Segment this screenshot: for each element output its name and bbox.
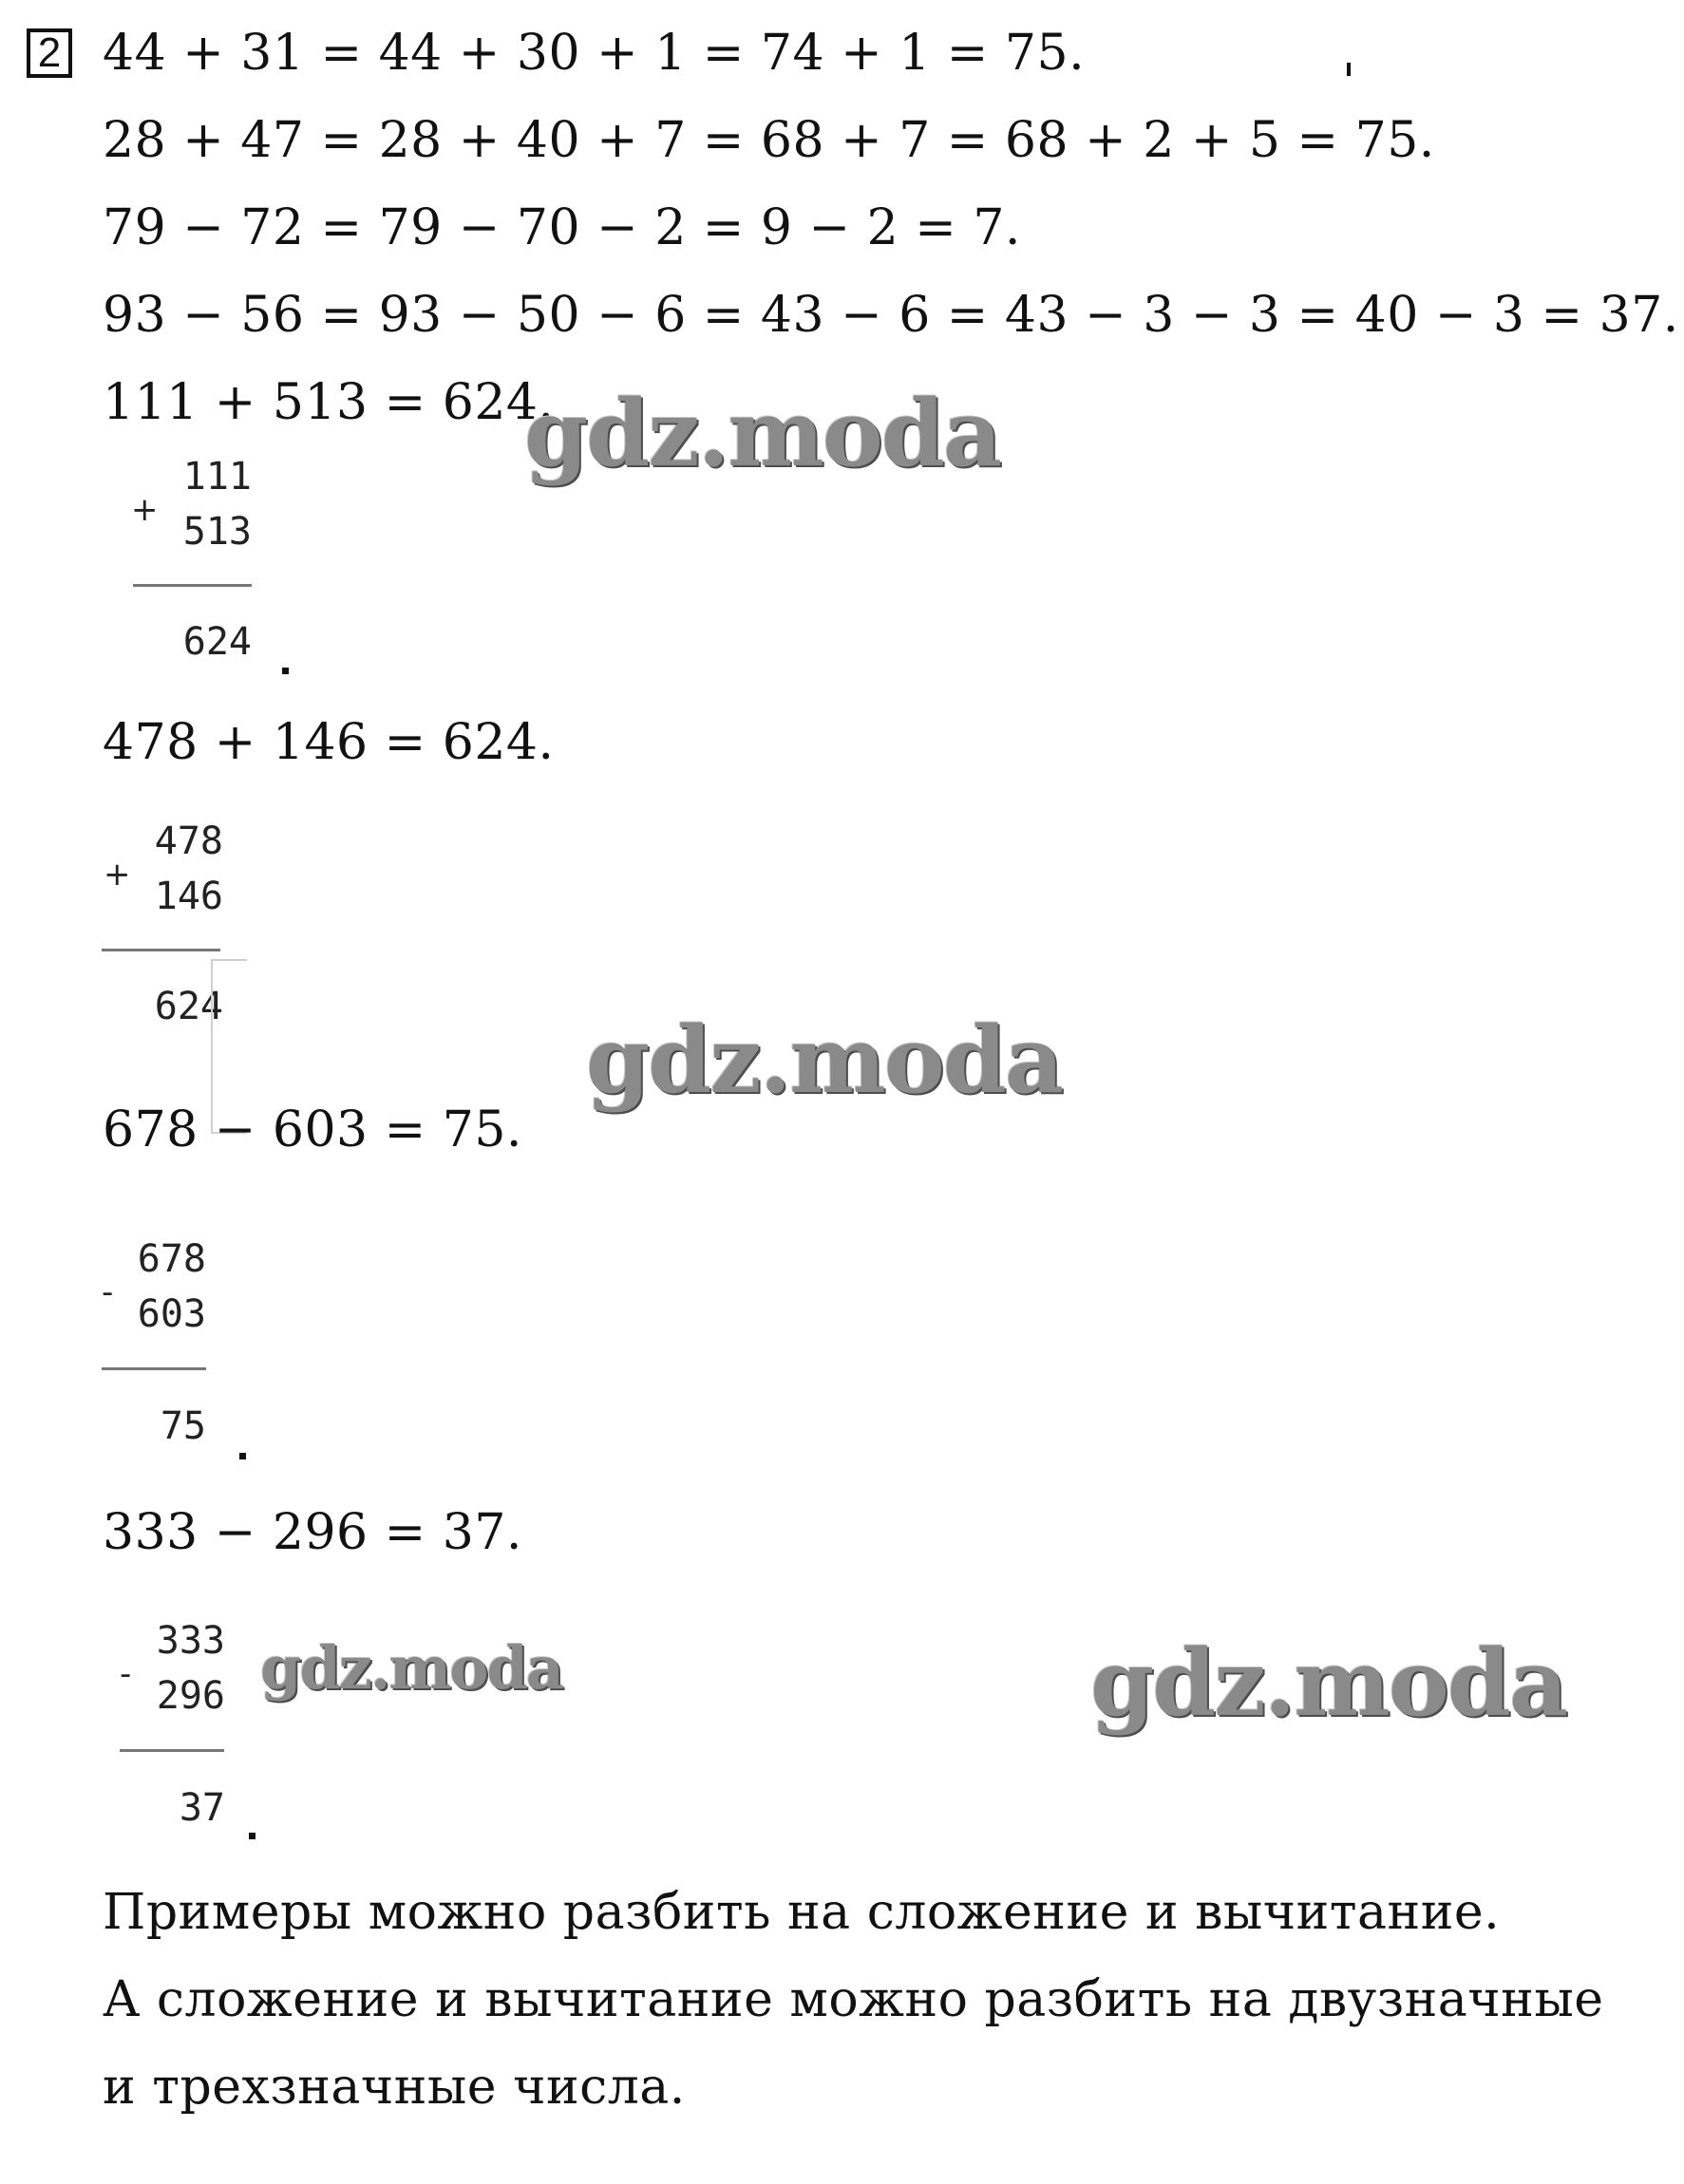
column-addition-2 [100,819,223,1037]
column-result-line [133,584,252,587]
column-result-number: 624 [154,985,223,1028]
watermark-logo: gdz.moda [1090,1629,1567,1737]
equation-line-4: 93 − 56 = 93 − 50 − 6 = 43 − 6 = 43 − 3 − 3 = 40 − 3 = 37. [103,287,1679,344]
equation-line-8: 333 − 296 = 37. [103,1504,522,1561]
minus-sign: - [102,1273,114,1311]
equation-line-6: 478 + 146 = 624. [103,714,555,771]
scan-mark [1347,63,1351,76]
conclusion-line-2: А сложение и вычитание можно разбить на двузначные [103,1971,1604,2028]
column-bottom-number: 296 [156,1674,225,1718]
column-bottom-number: 603 [137,1292,206,1336]
column-subtraction-1 [100,1236,206,1455]
minus-sign: - [120,1655,132,1693]
column-3-period [239,1453,246,1459]
column-subtraction-2 [116,1618,225,1836]
conclusion-line-1: Примеры можно разбить на сложение и вычитание. [103,1884,1501,1941]
equation-line-1: 44 + 31 = 44 + 30 + 1 = 74 + 1 = 75. [103,25,1086,82]
equation-line-5: 111 + 513 = 624. [103,374,555,431]
column-top-number: 678 [137,1237,206,1281]
plus-sign: + [104,856,131,894]
column-4-period [249,1833,255,1839]
column-result-number: 75 [160,1404,206,1448]
watermark-logo: gdz.moda [260,1633,562,1703]
column-top-number: 111 [182,455,252,499]
task-number-badge: 2 [27,28,72,78]
column-bottom-number: 513 [182,510,252,554]
equation-line-2: 28 + 47 = 28 + 40 + 7 = 68 + 7 = 68 + 2 + 5 = 75. [103,112,1435,169]
column-result-line [120,1749,224,1752]
conclusion-line-3: и трехзначные числа. [103,2059,686,2116]
column-addition-1 [123,454,252,672]
column-result-number: 37 [179,1786,225,1830]
plus-sign: + [131,491,159,529]
column-result-line [102,949,220,951]
watermark-logo: gdz.moda [586,1007,1063,1114]
column-result-number: 624 [182,620,252,664]
equation-line-7: 678 − 603 = 75. [103,1101,522,1158]
column-top-number: 478 [154,819,223,863]
column-top-number: 333 [156,1619,225,1663]
equation-line-3: 79 − 72 = 79 − 70 − 2 = 9 − 2 = 7. [103,199,1021,256]
watermark-logo: gdz.moda [524,380,1001,487]
column-result-line [102,1367,206,1370]
column-bottom-number: 146 [154,875,223,918]
column-1-period [282,668,289,674]
